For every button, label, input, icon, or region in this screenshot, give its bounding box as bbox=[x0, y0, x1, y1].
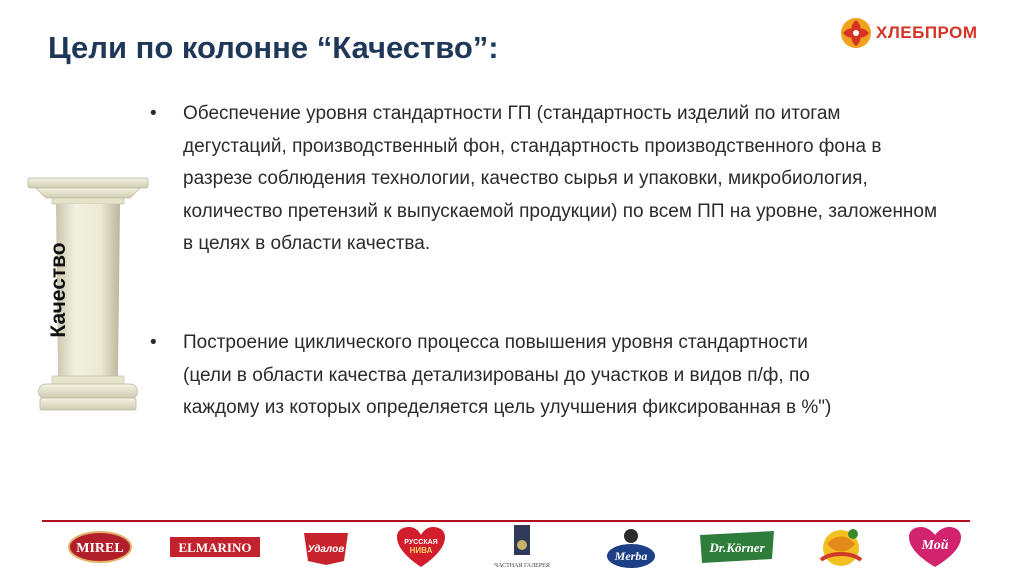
elmarino-logo-icon bbox=[167, 522, 262, 572]
khlebprom-logo-text: ХЛЕБПРОМ bbox=[876, 23, 978, 42]
chastnaya-galereya-logo-icon bbox=[487, 522, 557, 572]
bullet-text: Построение циклического процесса повышения уровня стандартности (цели в области качества детализированы до участков и видов п/ф, по каждому из которых определяется цель улучшения фиксированная в %") bbox=[183, 332, 832, 418]
merba-logo-icon bbox=[603, 522, 659, 572]
udalov-logo-icon bbox=[295, 522, 357, 572]
svg-text:Мой: Мой bbox=[921, 538, 949, 553]
column-label: Качество bbox=[47, 242, 70, 338]
kolosok-logo-icon bbox=[811, 522, 871, 572]
svg-text:НИВА: НИВА bbox=[409, 546, 433, 555]
khlebprom-flower-icon bbox=[840, 17, 872, 49]
bullet-text: Обеспечение уровня стандартности ГП (стандартность изделий по итогам дегустаций, производственный фон, стандартность производственного фона в разрезе соблюдения технологии, качество сырья и упаковки, микробиология, количество претензий к выпускаемой продукции) по всем ПП на уровне, заложенном в целях в области качества. bbox=[183, 103, 938, 254]
svg-text:MIREL: MIREL bbox=[76, 541, 124, 556]
bullet-marker: • bbox=[150, 103, 157, 124]
svg-text:Merba: Merba bbox=[614, 549, 648, 563]
moi-logo-icon bbox=[903, 522, 967, 572]
list-item bbox=[150, 98, 940, 261]
svg-text:ELMARINO: ELMARINO bbox=[178, 540, 251, 555]
svg-text:ЧАСТНАЯ ГАЛЕРЕЯ: ЧАСТНАЯ ГАЛЕРЕЯ bbox=[494, 563, 550, 569]
svg-text:РУССКАЯ: РУССКАЯ bbox=[404, 539, 438, 546]
column-icon bbox=[26, 172, 150, 420]
mirel-logo-icon bbox=[65, 522, 135, 572]
khlebprom-logo bbox=[840, 16, 978, 50]
russkaya-niva-logo-icon bbox=[390, 522, 452, 572]
slide-title: Цели по колонне “Качество”: bbox=[48, 30, 499, 65]
dr-korner-logo-icon bbox=[695, 522, 779, 572]
svg-text:Dr.Körner: Dr.Körner bbox=[709, 540, 765, 555]
bullet-marker: • bbox=[150, 332, 157, 353]
brand-logos-strip bbox=[55, 522, 985, 572]
list-item bbox=[150, 327, 860, 425]
svg-text:Удалов: Удалов bbox=[307, 544, 345, 555]
